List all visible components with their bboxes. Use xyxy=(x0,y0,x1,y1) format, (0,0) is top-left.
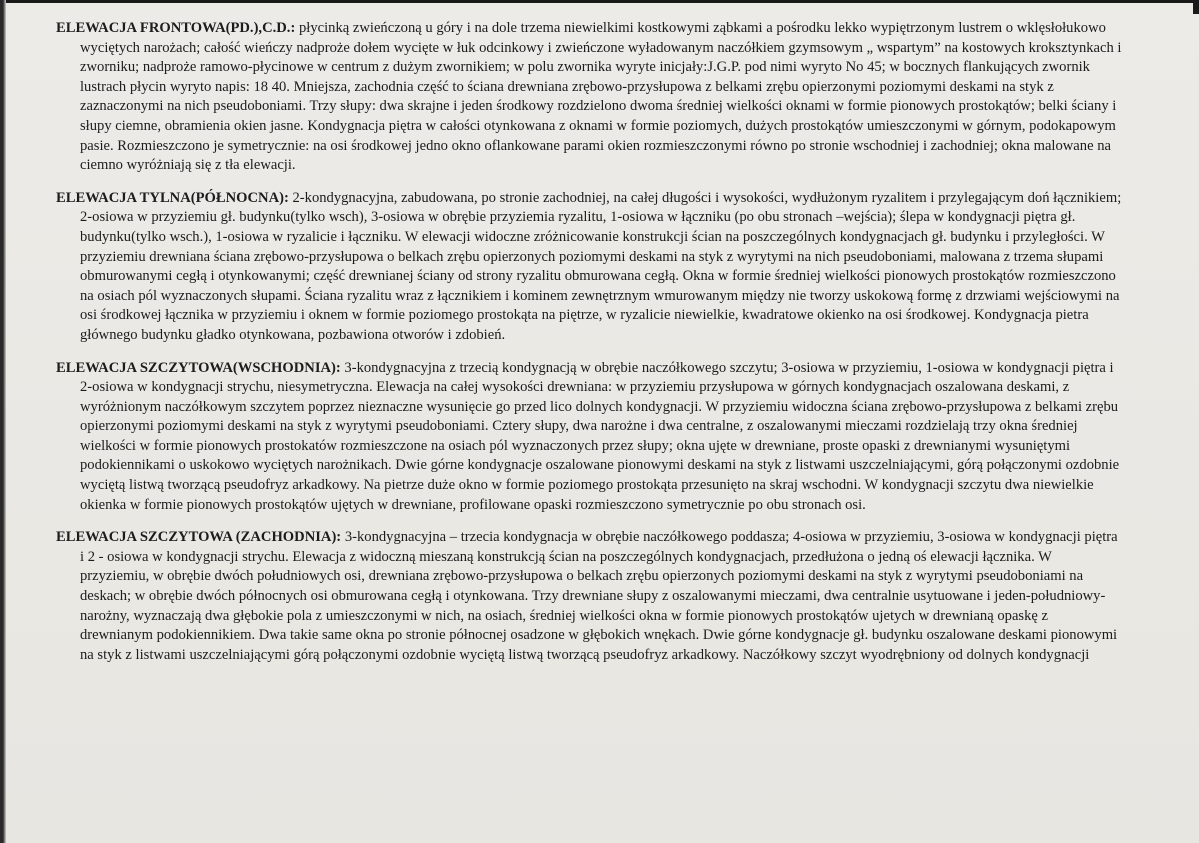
section-text: 2-kondygnacyjna, zabudowana, po stronie zachodniej, na całej długości i wysokości, wydłużonym ryzalitem i przylegającym doń łącznikiem; 2-osiowa w przyziemiu gł. budynku(tylko wsch), 3-osiowa w obrębie przyziemia ryzalitu, 1-osiowa w łączniku (po obu stronach –wejścia); ślepa w kondygnacji piętra gł. budynku(tylko wsch.), 1-osiowa w ryzalicie i łączniku. W elewacji widoczne zróżnicowanie konstrukcji ścian na poszczególnych kondygnacjach gł. budynku i przyległości. W przyziemiu drewniana ściana zrębowo-przysłupowa o belkach zrębu opierzonych poziomymi deskami na styk z wyrytymi na nich pseudoboniami, malowana z trzema słupami obmurowanymi cegłą i otynkowanymi; część drewnianej ściany od strony ryzalitu obmurowana cegłą. Okna w formie średniej wielkości pionowych prostokątów rozmieszczono na osiach pól wyznaczonych słupami. Ściana ryzalitu wraz z łącznikiem i kominem zewnętrznym wmurowanym między nie tworzy uskokową formę z drzwiami wejściowymi na osi środkowej łącznika w przyziemiu i oknem w formie poziomego prostokąta na piętrze, w ryzalicie niewielkie, kwadratowe okienko na osi środkowej. Kondygnacja pietra głównego budynku gładko otynkowana, pozbawiona otworów i zdobień. xyxy=(80,189,1122,343)
section-text: płycinką zwieńczoną u góry i na dole trzema niewielkimi kostkowymi ząbkami a pośrodku lekko wypiętrzonym lustrem o wklęsłołukowo wyciętych narożach; całość wieńczy nadproże dołem wycięte w łuk odcinkowy i zwieńczone wyładowanym naczółkiem gzymsowym „ wspartym” na kostowych kroksztynkach i zworniku; nadproże ramowo-płycinowe w centrum z dużym zwornikiem; w polu zwornika wyryte inicjały:J.G.P. pod nimi wyryto No 45; w bocznych flankujących zwornik lustrach płycin wyryto napis: 18 40. Mniejsza, zachodnia część to ściana drewniana zrębowo-przysłupowa z belkami zrębu opierzonymi poziomymi deskami na styk z zaznaczonymi na nich pseudoboniami. Trzy słupy: dwa skrajne i jeden środkowy rozdzielono dwoma średniej wielkości oknami w formie pionowych prostokątów; belki ściany i słupy ciemne, obramienia okien jasne. Kondygnacja piętra w całości otynkowana z oknami w formie poziomych, dużych prostokątów umieszczonymi w górnym, podokapowym pasie. Rozmieszczono je symetrycznie: na osi środkowej jedno okno oflankowane parami okien rozmieszczonymi równo po stronie wschodniej i zachodniej; okna malowane na ciemno wyróżniają się z tła elewacji. xyxy=(80,20,1122,174)
scan-edge-top xyxy=(0,0,1199,3)
section-front-elevation xyxy=(56,19,1122,176)
section-text: 3-kondygnacyjna z trzecią kondygnacją w obrębie naczółkowego szczytu; 3-osiowa w przyziemiu, 1-osiowa w kondygnacji piętra i 2-osiowa w kondygnacji strychu, niesymetryczna. Elewacja na całej wysokości drewniana: w przyziemiu przysłupowa w górnych kondygnacjach oszalowana deskami, z wyróżnionym naczółkowym szczytem poprzez nieznaczne wysunięcie go przed lico dolnych kondygnacji. W przyziemiu widoczna ściana zrębowo-przysłupowa z belkami zrębu opierzonymi poziomymi deskami na styk z wyrytymi pseudoboniami. Cztery słupy, dwa narożne i dwa centralne, z oszalowanymi mieczami rozdzielają trzy okna średniej wielkości w formie pionowych prostokatów rozmieszczone na osiach pól wyznaczonych przez słupy; okna ujęte w drewniane, proste opaski z drewnianymi wysuniętymi podokiennikami o uskokowo wyciętych narożnikach. Dwie górne kondygnacje oszalowane pionowymi deskami na styk z listwami uszczelniającymi, górą połączonymi ozdobnie wyciętą listwą tworzącą pseudofryz arkadkowy. Na pietrze duże okno w formie poziomego prostokąta przesunięto na skraj wschodni. W kondygnacji szczytu dwa niewielkie okienka w formie pionowych prostokątów ujętych w drewniane, profilowane opaski rozmieszczono symetrycznie po obu stronach osi. xyxy=(80,359,1120,513)
section-rear-elevation xyxy=(56,189,1122,346)
scan-edge-left xyxy=(0,0,6,843)
section-heading: ELEWACJA TYLNA(PÓŁNOCNA): xyxy=(56,189,289,206)
section-heading: ELEWACJA FRONTOWA(PD.),C.D.: xyxy=(56,20,296,36)
section-heading: ELEWACJA SZCZYTOWA(WSCHODNIA): xyxy=(56,359,341,376)
section-heading: ELEWACJA SZCZYTOWA (ZACHODNIA): xyxy=(56,529,342,546)
section-east-gable-elevation xyxy=(56,359,1122,516)
section-west-gable-elevation xyxy=(56,528,1122,665)
section-text: 3-kondygnacyjna – trzecia kondygnacja w obrębie naczółkowego poddasza; 4-osiowa w przyziemiu, 3-osiowa w kondygnacji piętra i 2 - osiowa w kondygnacji strychu. Elewacja z widoczną mieszaną konstrukcją ścian na poszczególnych kondygnacjach, przedłużona o jedną oś elewacji łącznika. W przyziemiu, w obrębie dwóch południowych osi, drewniana zrębowo-przysłupowa o belkach zrębu opierzonych poziomymi deskami na styk z wyrytymi pseudoboniami na deskach; w obrębie dwóch północnych osi obmurowana cegłą i otynkowana. Trzy drewniane słupy z oszalowanymi mieczami, dwa centralnie usytuowane i jeden-południowy-narożny, wyznaczają dwa głębokie pola z umieszczonymi w nich, na osiach, średniej wielkości okna w formie pionowych prostokątów ujetych w drewnianą opaskę z drewnianym podokiennikiem. Dwa takie same okna po stronie północnej osadzone w głębokich wnękach. Dwie górne kondygnacje gł. budynku oszalowane deskami pionowymi na styk z listwami uszczelniającymi górą połączonymi ozdobnie wyciętą listwą tworzącą pseudofryz arkadkowy. Naczółkowy szczyt wyodrębniony od dolnych kondygnacji xyxy=(80,529,1118,663)
document-body xyxy=(56,19,1122,678)
scan-corner-right xyxy=(1193,0,1199,14)
